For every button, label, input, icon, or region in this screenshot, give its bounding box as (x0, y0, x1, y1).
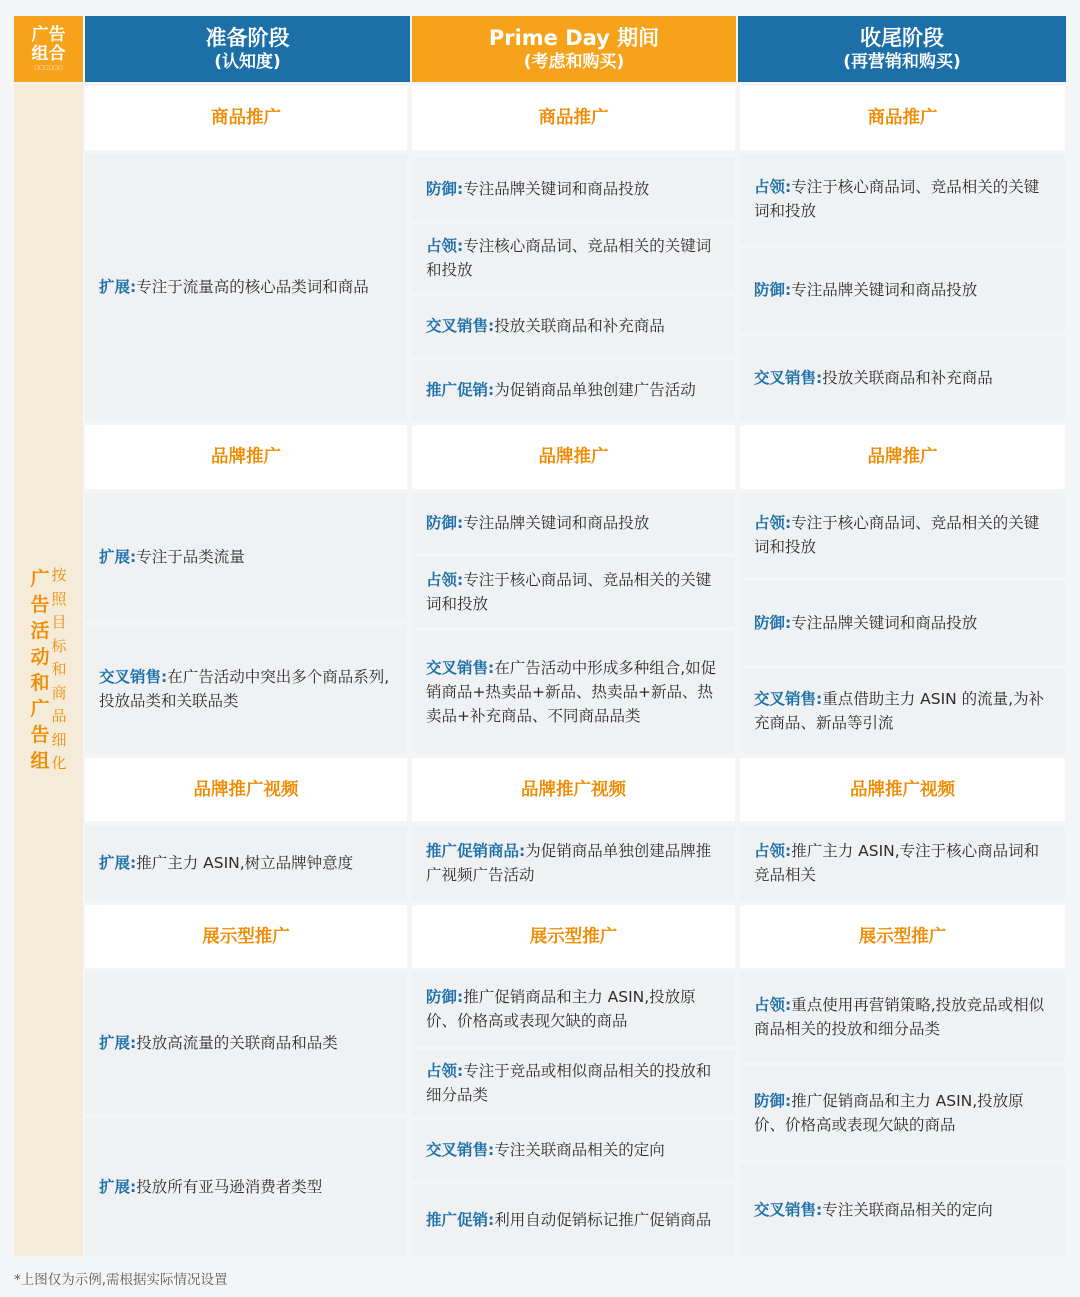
strategy-cell: 防御:专注品牌关键词和商品投放 (740, 581, 1065, 665)
header-subtitle: (认知度) (214, 52, 281, 72)
side-label-char: 细 (51, 730, 67, 749)
strategy-cell: 防御:推广促销商品和主力 ASIN,投放原价、价格高或表现欠缺的商品 (412, 972, 735, 1046)
side-label-char: 照 (51, 589, 67, 608)
strategy-cell: 推广促销商品:为促销商品单独创建品牌推广视频广告活动 (412, 826, 735, 900)
strategy-cell: 占领:专注核心商品词、竞品相关的关键词和投放 (412, 224, 735, 292)
strategy-cell: 交叉销售:重点借助主力 ASIN 的流量,为补充商品、新品等引流 (740, 669, 1065, 753)
section-title: 商品推广 (740, 86, 1065, 150)
strategy-cell: 占领:专注于核心商品词、竞品相关的关键词和投放 (740, 493, 1065, 577)
header-title: 准备阶段 (205, 26, 290, 50)
section-title: 品牌推广视频 (412, 758, 735, 821)
side-label-char: 和 (51, 660, 67, 679)
section-title: 品牌推广 (85, 425, 407, 489)
strategy-cell: 扩展:专注于品类流量 (85, 493, 407, 621)
side-label-char: 动 (30, 646, 50, 668)
side-label-char: 广 (30, 568, 50, 590)
strategy-cell: 交叉销售:在广告活动中形成多种组合,如促销商品+热卖品+新品、热卖品+新品、热卖品+补充商品、不同商品品类 (412, 631, 735, 753)
section-title: 展示型推广 (412, 905, 735, 968)
corner-label (14, 16, 83, 82)
section-title: 展示型推广 (740, 905, 1065, 968)
strategy-cell: 占领:专注于核心商品词、竞品相关的关键词和投放 (740, 154, 1065, 244)
side-label-char: 活 (30, 620, 50, 642)
side-label-char: 广 (30, 698, 50, 720)
side-label-char: 目 (51, 613, 67, 632)
corner-line1: 广告 (31, 25, 66, 45)
section-title: 品牌推广视频 (85, 758, 407, 821)
strategy-cell: 占领:重点使用再营销策略,投放竞品或相似商品相关的投放和细分品类 (740, 972, 1065, 1062)
section-title: 商品推广 (412, 86, 735, 150)
section-title: 展示型推广 (85, 905, 407, 968)
side-label-char: 标 (51, 636, 67, 655)
strategy-cell: 推广促销:为促销商品单独创建广告活动 (412, 360, 735, 420)
side-label-char: 按 (51, 566, 67, 585)
strategy-cell: 扩展:专注于流量高的核心品类词和商品 (85, 154, 407, 420)
section-title: 商品推广 (85, 86, 407, 150)
side-label-char: 组 (30, 750, 50, 772)
strategy-cell: 占领:专注于核心商品词、竞品相关的关键词和投放 (412, 557, 735, 627)
header-title: Prime Day 期间 (488, 26, 660, 50)
side-label-main (30, 566, 49, 774)
strategy-cell: 防御:专注品牌关键词和商品投放 (740, 248, 1065, 332)
header-prime-day (412, 16, 736, 82)
strategy-cell: 扩展:投放所有亚马逊消费者类型 (85, 1118, 407, 1256)
strategy-cell: 推广促销:利用自动促销标记推广促销商品 (412, 1184, 735, 1256)
header-prep-stage (85, 16, 410, 82)
header-subtitle: (再营销和购买) (843, 52, 961, 72)
strategy-cell: 防御:专注品牌关键词和商品投放 (412, 158, 735, 220)
strategy-cell: 交叉销售:投放关联商品和补充商品 (740, 336, 1065, 420)
section-title: 品牌推广视频 (740, 758, 1065, 821)
strategy-cell: 扩展:投放高流量的关联商品和品类 (85, 972, 407, 1114)
strategy-cell: 防御:专注品牌关键词和商品投放 (412, 493, 735, 553)
side-label-char: 告 (30, 724, 50, 746)
section-title: 品牌推广 (740, 425, 1065, 489)
header-subtitle: (考虑和购买) (523, 52, 625, 72)
corner-line3: □□□□□□ (34, 65, 63, 71)
strategy-cell: 交叉销售:在广告活动中突出多个商品系列,投放品类和关联品类 (85, 625, 407, 753)
corner-line2: 组合 (31, 44, 66, 64)
side-label-char: 品 (51, 707, 67, 726)
side-label-char: 化 (51, 754, 67, 773)
side-label-char: 商 (51, 683, 67, 702)
strategy-cell: 防御:推广促销商品和主力 ASIN,投放原价、价格高或表现欠缺的商品 (740, 1066, 1065, 1160)
strategy-cell: 扩展:推广主力 ASIN,树立品牌钟意度 (85, 826, 407, 900)
strategy-cell: 交叉销售:专注关联商品相关的定向 (412, 1120, 735, 1180)
strategy-cell: 交叉销售:投放关联商品和补充商品 (412, 296, 735, 356)
footnote: *上图仅为示例,需根据实际情况设置 (14, 1272, 228, 1288)
header-title: 收尾阶段 (860, 26, 944, 50)
side-label-char: 和 (30, 672, 50, 694)
strategy-cell: 交叉销售:专注关联商品相关的定向 (740, 1164, 1065, 1256)
side-label-char: 告 (30, 594, 50, 616)
header-closing-stage (738, 16, 1066, 82)
strategy-cell: 占领:专注于竞品或相似商品相关的投放和细分品类 (412, 1050, 735, 1116)
section-title: 品牌推广 (412, 425, 735, 489)
side-label (14, 84, 83, 1256)
side-label-sub (52, 564, 67, 776)
strategy-cell: 占领:推广主力 ASIN,专注于核心商品词和竞品相关 (740, 826, 1065, 900)
